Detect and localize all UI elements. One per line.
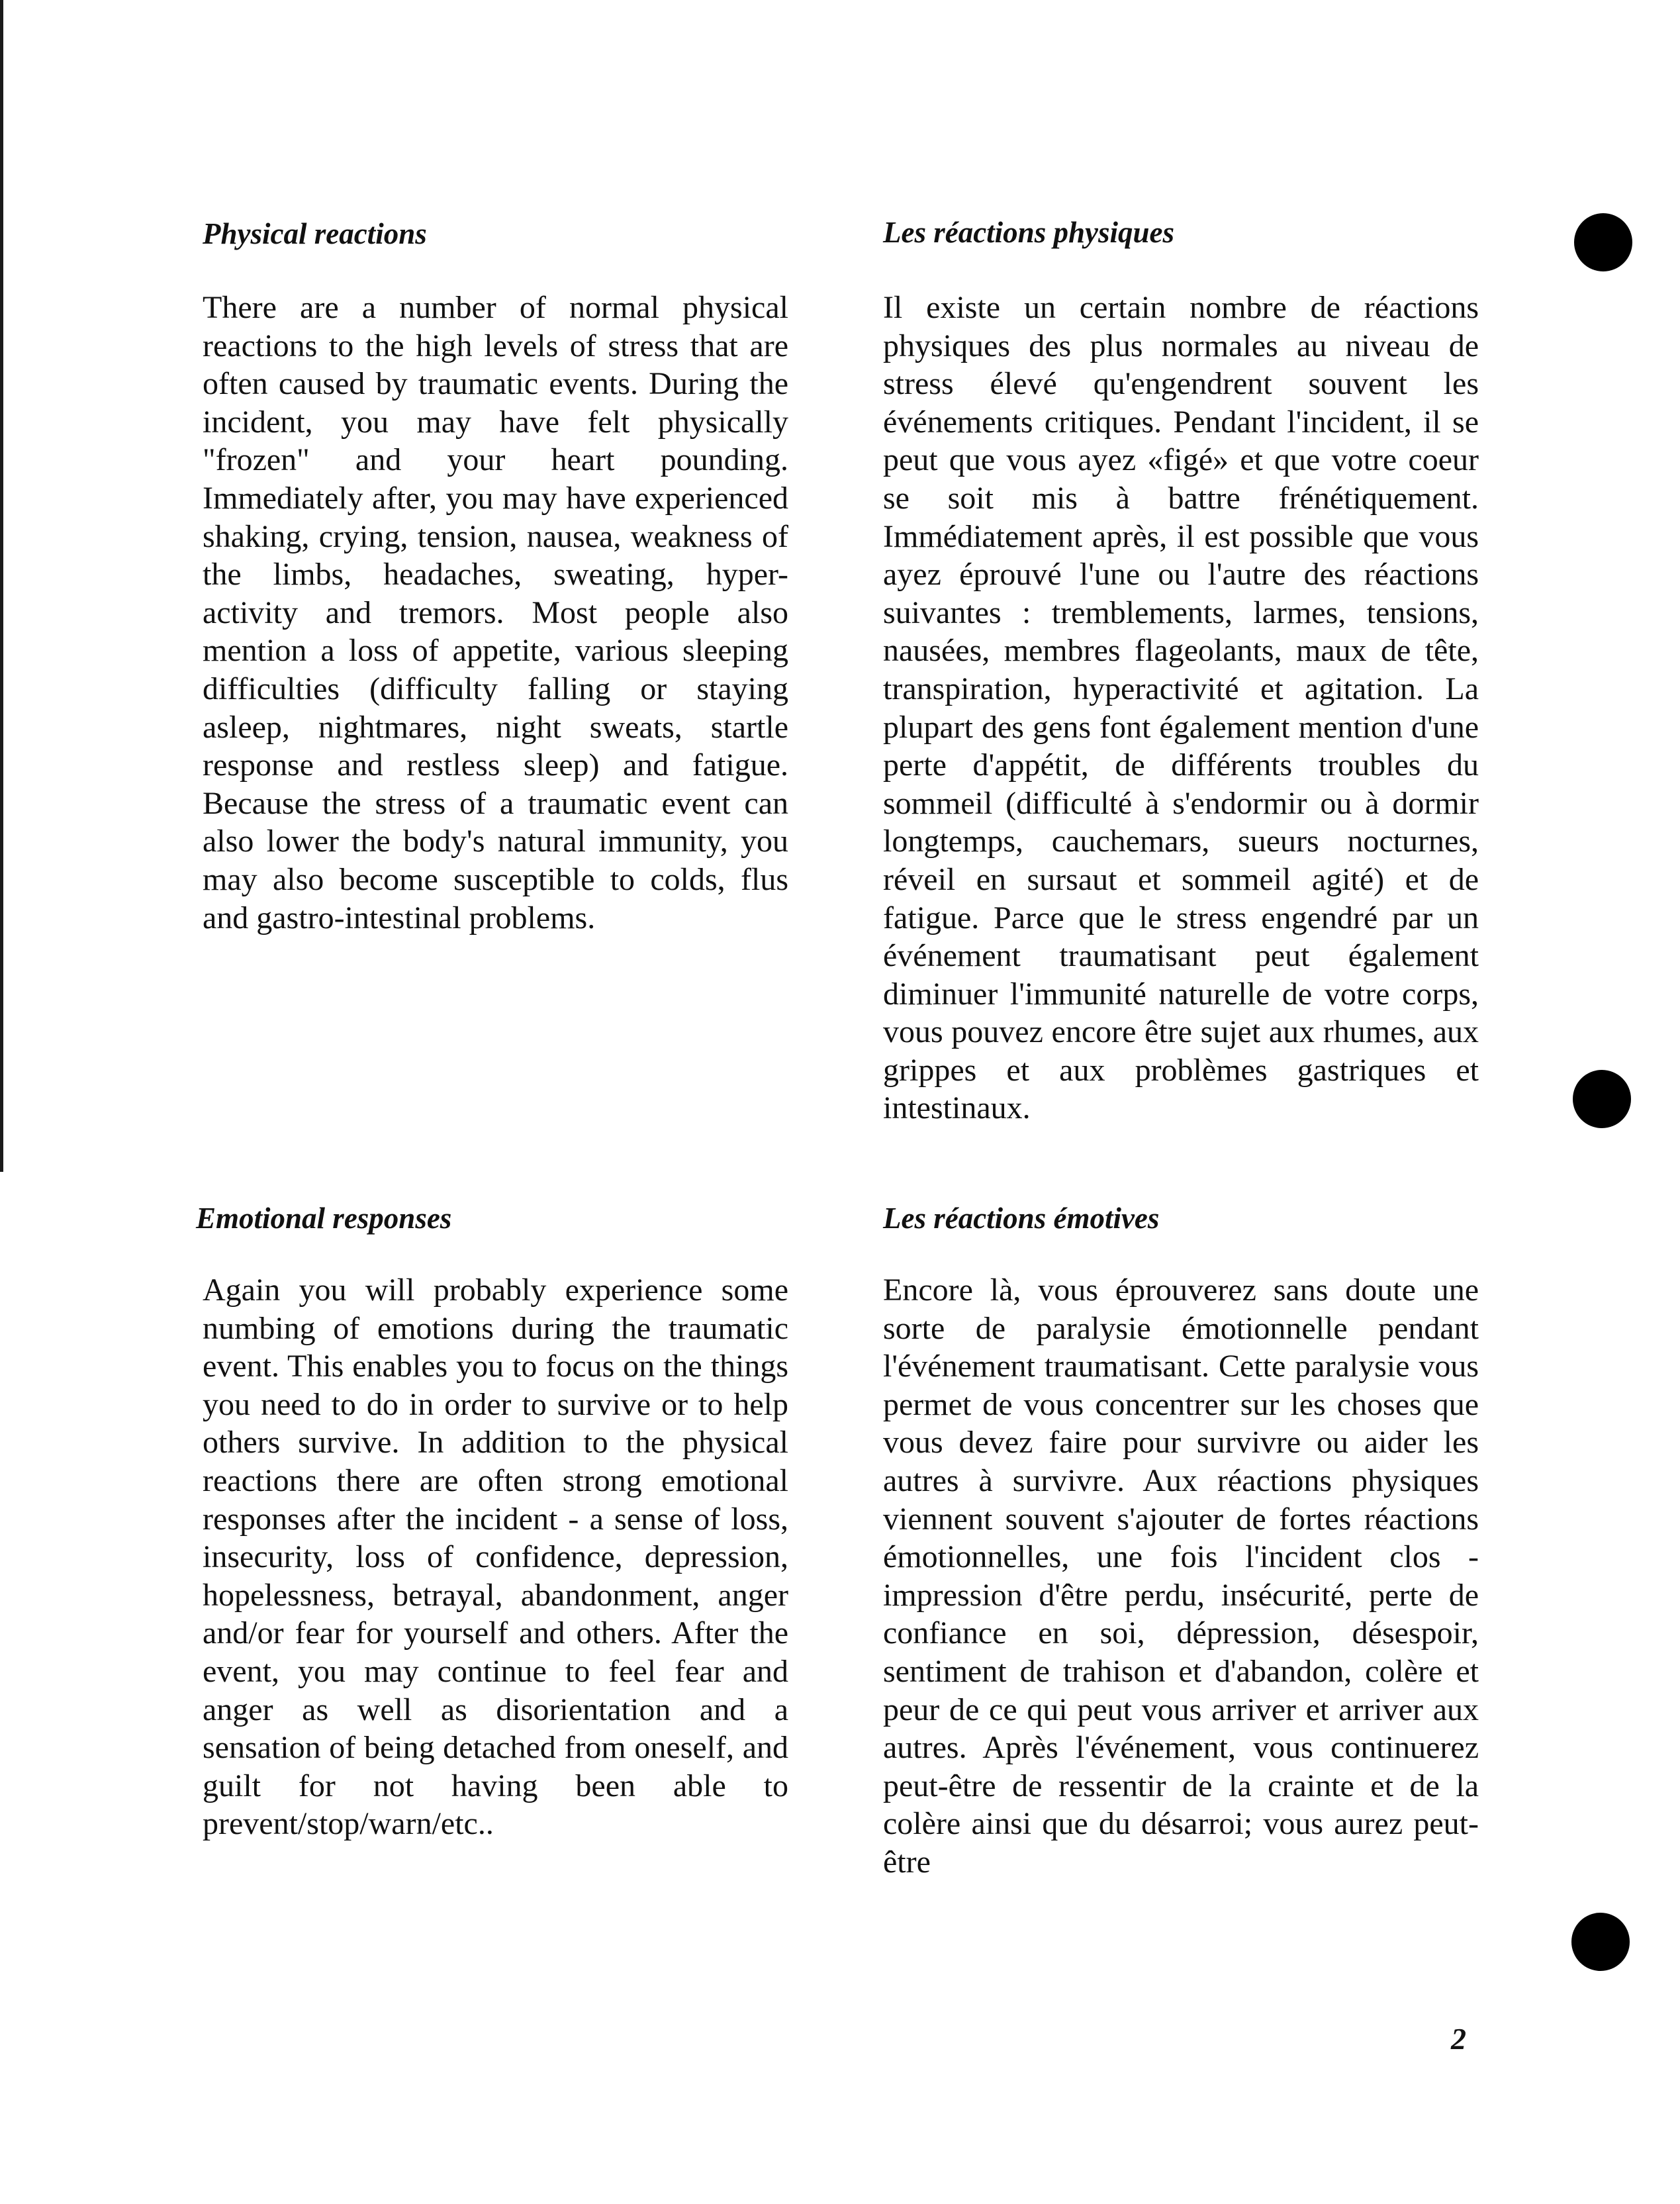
page-number: 2: [1451, 2022, 1466, 2056]
paragraph-reactions-physiques: Il existe un certain nombre de réactions physiques des plus normales au niveau de stress élevé qu'engendrent souvent les événements critiques. Pendant l'incident, il se peut que vous ayez «figé» et que votre coeur se soit mis à battre frénétiquement. Immédiatement après, il est possible que vous ayez éprouvé l'une ou l'autre des réactions suivantes : tremblements, larmes, tensions, nausées, membres flageolants, maux de tête, transpiration, hyperactivité et agitation. La plupart des gens font également mention d'une perte d'appétit, de différents troubles du sommeil (difficulté à s'endormir ou à dormir longtemps, cauchemars, sueurs nocturnes, réveil en sursaut et sommeil agité) et de fatigue. Parce que le stress engendré par un événement traumatisant peut également diminuer l'immunité naturelle de votre corps, vous pouvez encore être sujet aux rhumes, aux grippes et aux problèmes gastriques et intestinaux.: [883, 290, 1479, 1126]
punch-hole-middle: [1573, 1070, 1631, 1128]
heading-physical-reactions: Physical reactions: [203, 217, 427, 250]
punch-hole-bottom: [1571, 1913, 1630, 1971]
paragraph-physical-reactions: There are a number of normal physical reactions to the high levels of stress that are often caused by traumatic events. During the incident, you may have felt physically "frozen" and your heart pounding. Immediately after, you may have experienced shaking, crying, tension, nausea, weakness of the limbs, headaches, sweating, hyper-activity and tremors. Most people also mention a loss of appetite, various sleeping difficulties (difficulty falling or staying asleep, nightmares, night sweats, startle response and restless sleep) and fatigue. Because the stress of a traumatic event can also lower the body's natural immunity, you may also become susceptible to colds, flus and gastro-intestinal problems.: [203, 290, 788, 935]
heading-reactions-physiques: Les réactions physiques: [883, 216, 1175, 249]
heading-emotional-responses: Emotional responses: [196, 1202, 452, 1235]
paragraph-emotional-responses: Again you will probably experience some numbing of emotions during the traumatic event. This enables you to focus on the things you need to do in order to survive or to help others survive. In addition to the physical reactions there are often strong emotional responses after the incident - a sense of loss, insecurity, loss of confidence, depression, hopelessness, betrayal, abandonment, anger and/or fear for yourself and others. After the event, you may continue to feel fear and anger as well as disorientation and a sensation of being detached from oneself, and guilt for not having been able to prevent/stop/warn/etc..: [203, 1272, 788, 1842]
heading-reactions-emotives: Les réactions émotives: [883, 1202, 1160, 1235]
page-edge-rule: [0, 0, 3, 1172]
paragraph-reactions-emotives: Encore là, vous éprouverez sans doute une sorte de paralysie émotionnelle pendant l'événement traumatisant. Cette paralysie vous permet de vous concentrer sur les choses que vous devez faire pour survivre ou aider les autres à survivre. Aux réactions physiques viennent souvent s'ajouter de fortes réactions émotionnelles, une fois l'incident clos - impression d'être perdu, insécurité, perte de confiance en soi, dépression, désespoir, sentiment de trahison et d'abandon, colère et peur de ce qui peut vous arriver et arriver aux autres. Après l'événement, vous continuerez peut-être de ressentir de la crainte et de la colère ainsi que du désarroi; vous aurez peut-être: [883, 1272, 1479, 1880]
punch-hole-top: [1574, 213, 1632, 271]
